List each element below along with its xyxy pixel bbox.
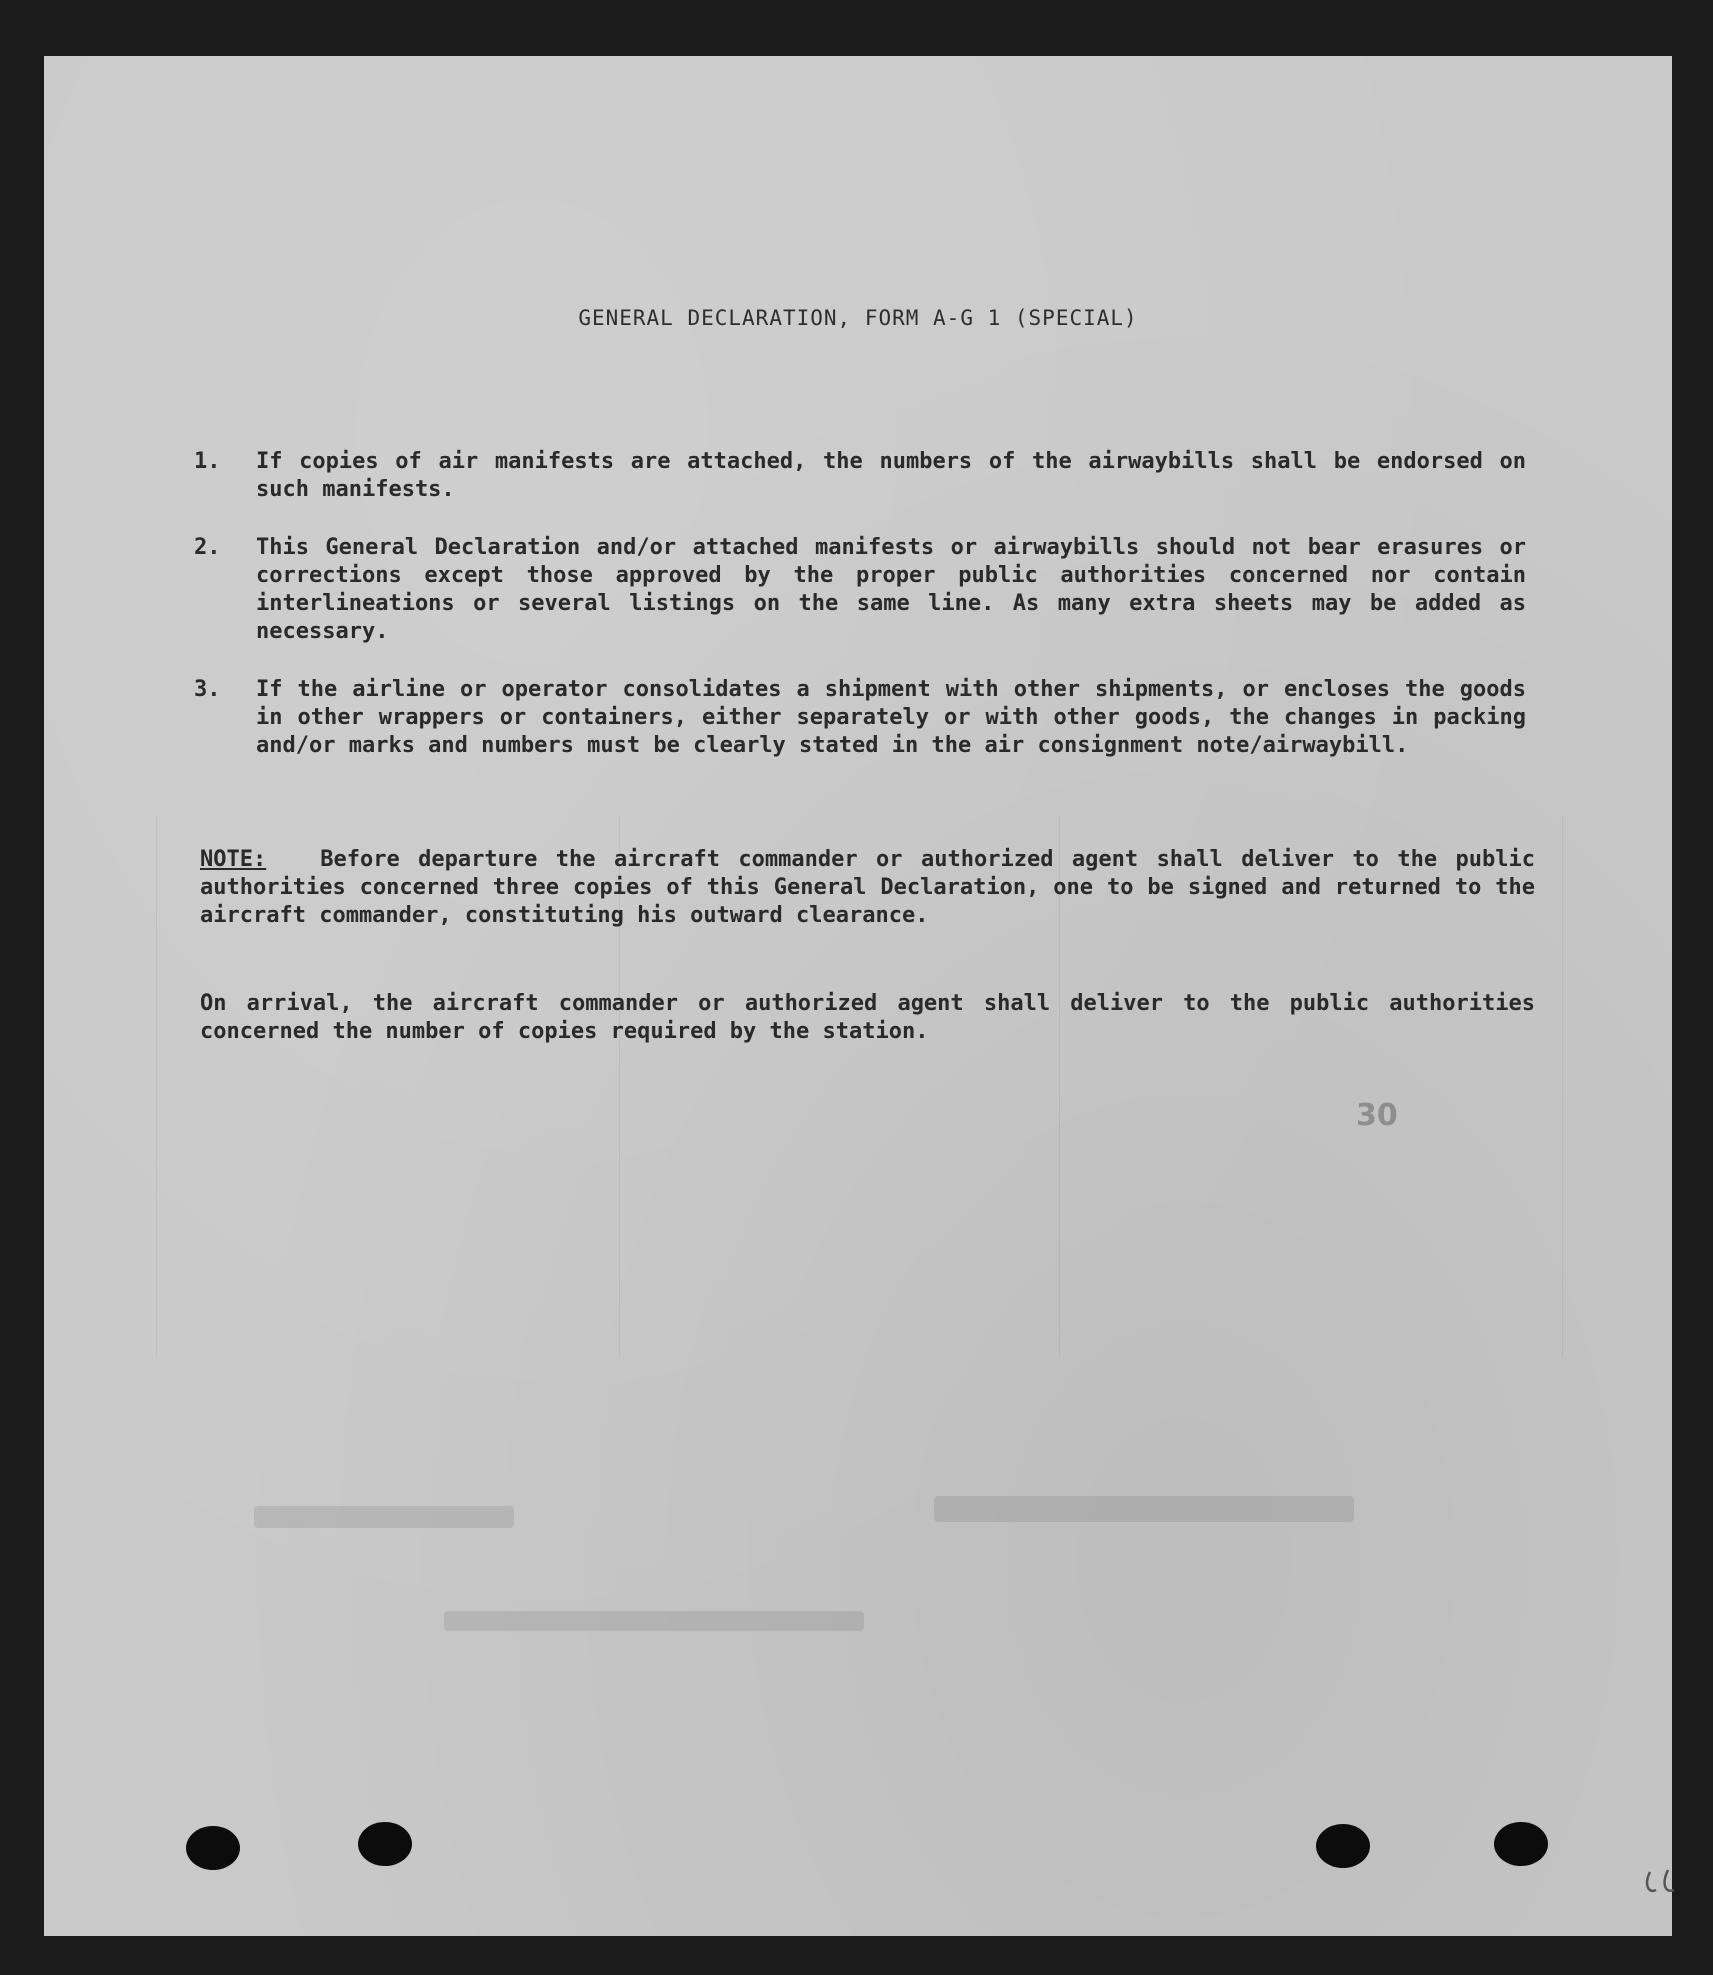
item-number: 2.	[194, 535, 221, 560]
stamp-mark: 30	[1356, 1098, 1398, 1133]
page-title: GENERAL DECLARATION, FORM A-G 1 (SPECIAL)	[578, 306, 1138, 330]
note-paragraph	[200, 846, 1535, 930]
bleed-through-line	[1562, 816, 1563, 1356]
bleed-through-smudge	[934, 1496, 1354, 1522]
binder-hole	[186, 1826, 240, 1870]
note-label: NOTE:	[200, 847, 267, 872]
item-text: If copies of air manifests are attached, the numbers of the airwaybills shall be endorsed on such manifests.	[256, 449, 1526, 502]
note-text: Before departure the aircraft commander or authorized agent shall deliver to the public authorities concerned three copies of this General Declaration, one to be signed and returned to the aircraft commander, constituting his outward clearance.	[200, 847, 1535, 928]
list-item	[194, 534, 1594, 654]
item-number: 1.	[194, 449, 221, 474]
bleed-through-smudge	[444, 1611, 864, 1631]
binder-hole	[1316, 1824, 1370, 1868]
document-page	[44, 56, 1672, 1936]
handwritten-mark	[1642, 1864, 1702, 1904]
item-text: If the airline or operator consolidates a shipment with other shipments, or encloses the goods in other wrappers or containers, either separately or with other goods, the changes in packing and/or marks and numbers must be clearly stated in the air consignment note/airwaybill.	[256, 677, 1526, 758]
binder-hole	[358, 1822, 412, 1866]
item-text: This General Declaration and/or attached manifests or airwaybills should not bear erasures or corrections except those approved by the proper public authorities concerned nor contain interlineations or several listings on the same line. As many extra sheets may be added as necessary.	[256, 535, 1526, 644]
arrival-paragraph: On arrival, the aircraft commander or authorized agent shall deliver to the public authorities concerned the number of copies required by the station.	[200, 991, 1535, 1044]
binder-hole	[1494, 1822, 1548, 1866]
bleed-through-line	[156, 816, 157, 1356]
list-item	[194, 448, 1594, 508]
list-item	[194, 676, 1594, 796]
item-number: 3.	[194, 677, 221, 702]
bleed-through-smudge	[254, 1506, 514, 1528]
